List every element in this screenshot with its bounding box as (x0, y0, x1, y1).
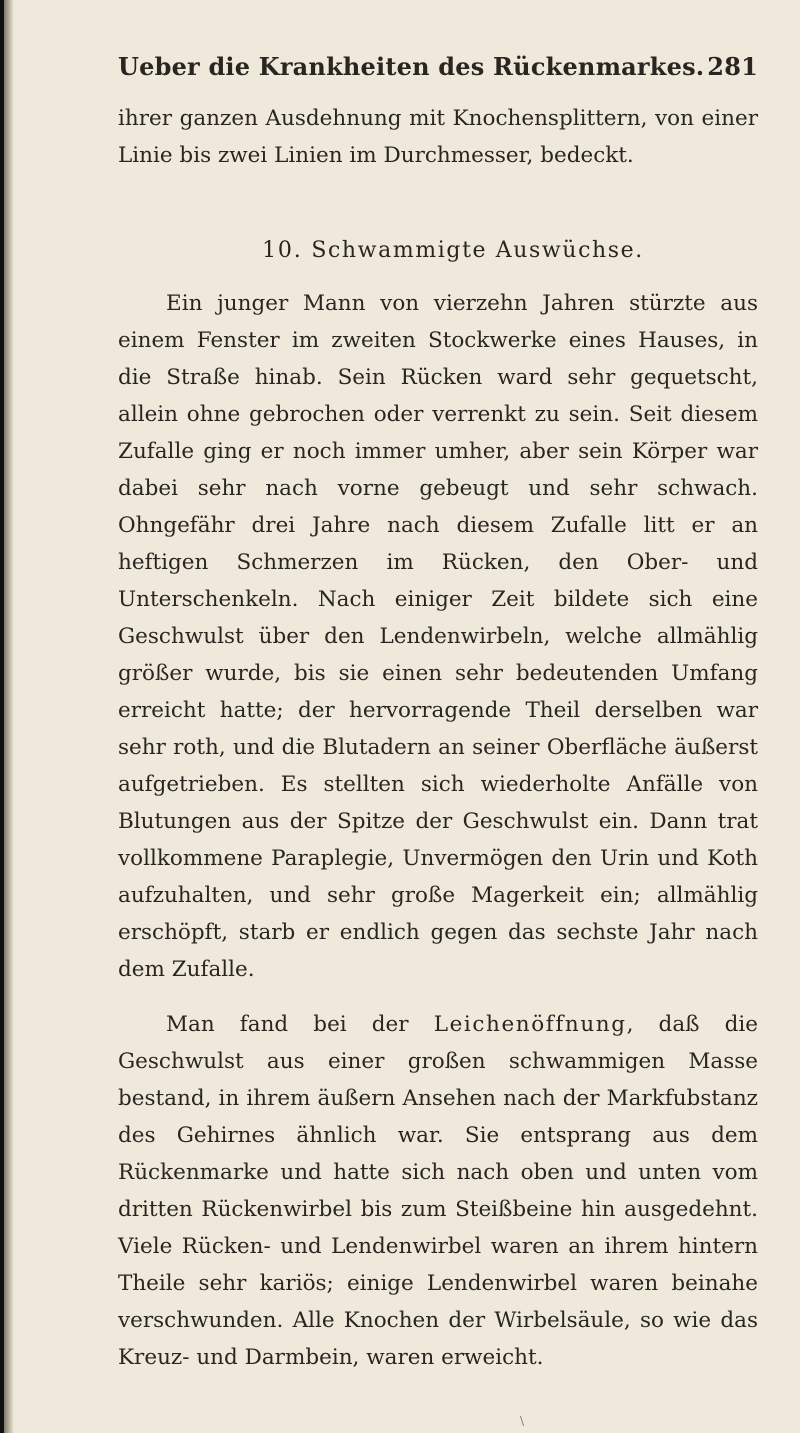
section-heading (148, 238, 758, 263)
page-content (118, 50, 758, 1376)
autopsy-findings: , daß die Geschwulst aus einer großen schwammigen Masse bestand, in ihrem äußern Ansehen nach der Markfubstanz des Gehirnes ähnlich war. Sie entsprang aus dem Rückenmarke und hatte sich nach oben und unten vom dritten Rückenwirbel bis zum Steißbeine hin ausgedehnt. Viele Rücken- und Lendenwirbel waren an ihrem hintern Theile sehr kariös; einige Lendenwirbel waren beinahe verschwunden. Alle Knochen der Wirbelsäule, so wie das Kreuz- und Darmbein, waren erweicht. (118, 1012, 758, 1370)
autopsy-intro: Man fand bei der (166, 1012, 409, 1037)
continued-text: ihrer ganzen Ausdehnung mit Knochensplittern, von einer Linie bis zwei Linien im Durchmesser, bedeckt. (118, 106, 758, 168)
autopsy-term: Leichenöffnung (433, 1012, 627, 1037)
section-number: 10. (262, 238, 303, 263)
printer-mark: \ (520, 1414, 525, 1428)
running-header (118, 50, 758, 90)
book-binding-edge (0, 0, 4, 1433)
section-title: Schwammigte Auswüchse. (311, 238, 644, 263)
paragraph-case-history: Ein junger Mann von vierzehn Jahren stürzte aus einem Fenster im zweiten Stockwerke eines Hauses, in die Straße hinab. Sein Rücken ward sehr gequetscht, allein ohne gebrochen oder verrenkt zu sein. Seit diesem Zufalle ging er noch immer umher, aber sein Körper war dabei sehr nach vorne gebeugt und sehr schwach. Ohngefähr drei Jahre nach diesem Zufalle litt er an heftigen Schmerzen im Rücken, den Ober- und Unterschenkeln. Nach einiger Zeit bildete sich eine Geschwulst über den Lendenwirbeln, welche allmählig größer wurde, bis sie einen sehr bedeutenden Umfang erreicht hatte; der hervorragende Theil derselben war sehr roth, und die Blutadern an seiner Oberfläche äußerst aufgetrieben. Es stellten sich wiederholte Anfälle von Blutungen aus der Spitze der Geschwulst ein. Dann trat vollkommene Paraplegie, Unvermögen den Urin und Koth aufzuhalten, und sehr große Magerkeit ein; allmählig erschöpft, starb er endlich gegen das sechste Jahr nach dem Zufalle. (118, 291, 758, 982)
page-number: 281 (707, 52, 758, 81)
running-title: Ueber die Krankheiten des Rückenmarkes. (118, 52, 705, 81)
paragraph-autopsy (118, 1006, 758, 1376)
